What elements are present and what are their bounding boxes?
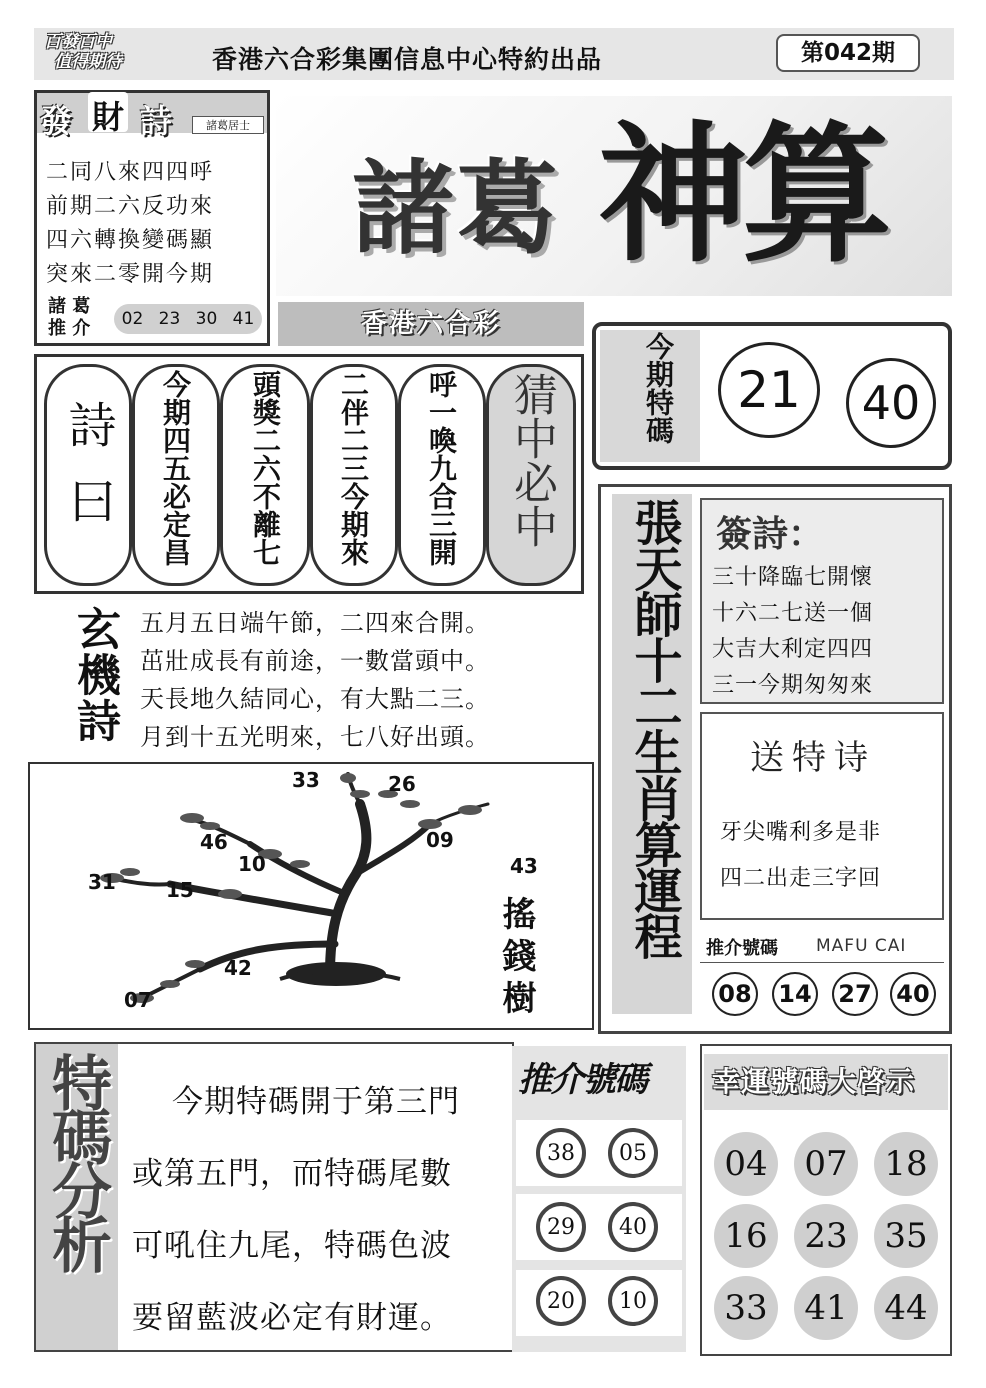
corner-slogan-line2: 值得期待 <box>54 52 122 72</box>
money-tree-number: 42 <box>224 956 252 980</box>
today-special-label: 今期特碼 <box>642 332 675 444</box>
money-tree-title: 搖錢樹 <box>496 896 536 1022</box>
analysis-lines <box>132 1066 508 1354</box>
money-tree-number: 10 <box>238 852 266 876</box>
lucky-number: 35 <box>874 1204 938 1268</box>
zodiac-number: 08 <box>712 972 758 1016</box>
mystery-poem-line: 天長地久結同心，有大點二三。 <box>140 685 490 713</box>
mystery-poem-line: 五月五日端午節，二四來合開。 <box>140 609 490 637</box>
zodiac-number: 27 <box>832 972 878 1016</box>
fortune-number: 23 <box>158 309 181 329</box>
money-tree-number: 31 <box>88 870 116 894</box>
issue-badge: 第042期 <box>776 34 920 72</box>
fortune-poem-line: 前期二六反功來 <box>46 194 215 219</box>
fortune-poem-title-char-3: 詩 <box>140 102 173 140</box>
recommend-label-line1: 諸 葛 <box>48 296 91 317</box>
money-tree-number: 46 <box>200 830 228 854</box>
money-tree-number: 09 <box>426 828 454 852</box>
money-tree-number: 07 <box>124 988 152 1012</box>
analysis-line: 或第五門，而特碼尾數 <box>132 1156 452 1192</box>
recommend-number: 05 <box>608 1128 658 1178</box>
fortune-poem-line: 突來二零開今期 <box>46 262 215 287</box>
zodiac-title: 張天師十二生肖算運程 <box>626 498 682 958</box>
money-tree-illustration <box>30 764 490 1028</box>
lucky-number: 04 <box>714 1132 778 1196</box>
sign-poem-line: 三十降臨七開懷 <box>712 565 874 590</box>
brand-part1: 諸葛 <box>352 150 560 269</box>
corner-slogan-line1: 百發百中 <box>44 32 112 52</box>
header-title: 香港六合彩集團信息中心特約出品 <box>212 45 603 74</box>
poem-say-column: 二伴二三今期來 <box>337 370 370 566</box>
fortune-poem-lines <box>46 156 266 292</box>
recommend-number: 38 <box>536 1128 586 1178</box>
recommend-number: 40 <box>608 1202 658 1252</box>
analysis-line: 可吼住九尾，特碼色波 <box>132 1228 452 1264</box>
fortune-poem-author: 諸葛居士 <box>192 116 264 134</box>
lucky-number: 33 <box>714 1276 778 1340</box>
poem-say-column: 頭獎二六不離七 <box>249 370 282 566</box>
fortune-poem-recommend-label <box>48 296 112 340</box>
fortune-poem-title-char-2: 財 <box>88 92 128 132</box>
analysis-line: 今期特碼開于第三門 <box>172 1084 460 1120</box>
money-tree-number: 15 <box>166 878 194 902</box>
corner-slogan <box>44 32 184 76</box>
gift-poem-lines <box>720 810 940 902</box>
mystery-poem-line: 茁壯成長有前途，一數當頭中。 <box>140 647 490 675</box>
fortune-number: 02 <box>121 309 144 329</box>
sign-poem-line: 大吉大利定四四 <box>712 637 874 662</box>
fortune-poem-line: 四六轉換變碼顯 <box>46 228 215 253</box>
sign-poem-title: 簽詩： <box>716 513 825 555</box>
money-tree-number: 43 <box>510 854 538 878</box>
zodiac-number: 40 <box>890 972 936 1016</box>
gift-poem-line: 牙尖嘴利多是非 <box>720 820 882 845</box>
lucky-number: 41 <box>794 1276 858 1340</box>
recommend-title: 推介號碼 <box>518 1060 646 1100</box>
analysis-title: 特碼分析 <box>42 1052 112 1268</box>
recommend-number: 29 <box>536 1202 586 1252</box>
money-tree-number: 26 <box>388 772 416 796</box>
poem-say-column: 今期四五必定昌 <box>159 370 192 566</box>
fortune-poem-line: 二同八來四四呼 <box>46 160 215 185</box>
brand-part2: 神算 <box>598 107 887 283</box>
lucky-title: 幸運號碼大啓示 <box>712 1065 916 1098</box>
recommend-label-line2: 推 介 <box>48 318 91 339</box>
fortune-number: 41 <box>232 309 255 329</box>
poem-say-title: 詩曰 <box>60 400 116 552</box>
lucky-number: 44 <box>874 1276 938 1340</box>
analysis-line: 要留藍波必定有財運。 <box>132 1300 452 1336</box>
lucky-number: 07 <box>794 1132 858 1196</box>
fortune-poem-title-char-1: 發 <box>40 102 73 140</box>
recommend-number: 10 <box>608 1276 658 1326</box>
sign-poem-line: 十六二七送一個 <box>712 601 874 626</box>
zodiac-number: 14 <box>772 972 818 1016</box>
gift-poem-line: 四二出走三字回 <box>720 866 882 891</box>
fortune-poem-numbers <box>114 304 262 334</box>
fortune-number: 30 <box>195 309 218 329</box>
poem-say-column: 呼一喚九合三開 <box>425 370 458 566</box>
mystery-poem-title: 玄機詩 <box>69 606 120 744</box>
zodiac-recommend-label: 推介號碼 <box>706 938 778 959</box>
zodiac-recommend-divider <box>700 962 944 963</box>
lucky-number: 16 <box>714 1204 778 1268</box>
lucky-number: 23 <box>794 1204 858 1268</box>
sign-poem-line: 三一今期匆匆來 <box>712 673 874 698</box>
mystery-poem-lines <box>140 604 586 756</box>
today-special-number: 21 <box>718 342 820 438</box>
brand-subtitle: 香港六合彩 <box>278 302 584 346</box>
zodiac-recommend-brand: MAFU CAI <box>816 936 907 956</box>
recommend-number: 20 <box>536 1276 586 1326</box>
poem-say-ending: 猜中必中 <box>506 372 557 548</box>
today-special-number: 40 <box>846 358 936 448</box>
mystery-poem-line: 月到十五光明來，七八好出頭。 <box>140 723 490 751</box>
lucky-number: 18 <box>874 1132 938 1196</box>
money-tree-number: 33 <box>292 768 320 792</box>
gift-poem-title: 送特诗 <box>750 738 876 778</box>
sign-poem-lines <box>712 560 940 704</box>
